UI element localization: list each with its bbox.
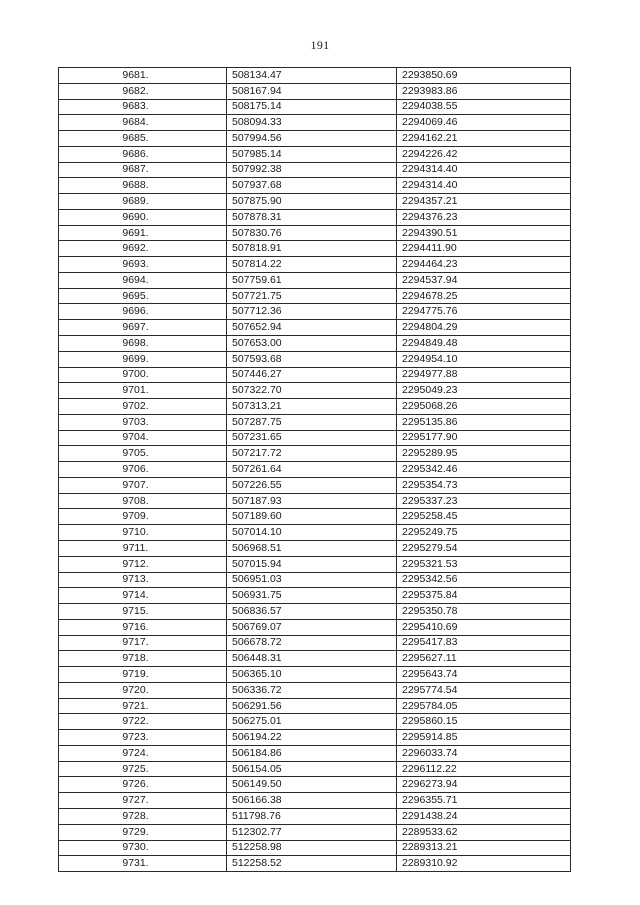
- x-coordinate-cell: 506194.22: [227, 730, 397, 746]
- y-coordinate-cell: 2294314.40: [397, 162, 571, 178]
- point-number-cell: 9713.: [59, 572, 227, 588]
- table-row: [59, 462, 571, 478]
- point-number-cell: 9714.: [59, 588, 227, 604]
- table-row: [59, 840, 571, 856]
- x-coordinate-cell: 507593.68: [227, 351, 397, 367]
- point-number-cell: 9719.: [59, 667, 227, 683]
- point-number-cell: 9700.: [59, 367, 227, 383]
- point-number-cell: 9722.: [59, 714, 227, 730]
- y-coordinate-cell: 2294038.55: [397, 99, 571, 115]
- table-row: [59, 304, 571, 320]
- x-coordinate-cell: 506184.86: [227, 745, 397, 761]
- point-number-cell: 9687.: [59, 162, 227, 178]
- table-row: [59, 399, 571, 415]
- point-number-cell: 9705.: [59, 446, 227, 462]
- table-row: [59, 572, 571, 588]
- point-number-cell: 9686.: [59, 146, 227, 162]
- point-number-cell: 9685.: [59, 131, 227, 147]
- y-coordinate-cell: 2294069.46: [397, 115, 571, 131]
- y-coordinate-cell: 2296273.94: [397, 777, 571, 793]
- table-row: [59, 635, 571, 651]
- point-number-cell: 9688.: [59, 178, 227, 194]
- table-row: [59, 351, 571, 367]
- x-coordinate-cell: 507875.90: [227, 194, 397, 210]
- y-coordinate-cell: 2296355.71: [397, 793, 571, 809]
- x-coordinate-cell: 507818.91: [227, 241, 397, 257]
- point-number-cell: 9712.: [59, 556, 227, 572]
- table-row: [59, 131, 571, 147]
- point-number-cell: 9692.: [59, 241, 227, 257]
- point-number-cell: 9728.: [59, 808, 227, 824]
- y-coordinate-cell: 2294775.76: [397, 304, 571, 320]
- y-coordinate-cell: 2294804.29: [397, 320, 571, 336]
- point-number-cell: 9684.: [59, 115, 227, 131]
- table-row: [59, 604, 571, 620]
- y-coordinate-cell: 2294390.51: [397, 225, 571, 241]
- x-coordinate-cell: 512302.77: [227, 824, 397, 840]
- point-number-cell: 9729.: [59, 824, 227, 840]
- point-number-cell: 9715.: [59, 604, 227, 620]
- point-number-cell: 9730.: [59, 840, 227, 856]
- x-coordinate-cell: 506149.50: [227, 777, 397, 793]
- table-row: [59, 540, 571, 556]
- y-coordinate-cell: 2294537.94: [397, 272, 571, 288]
- point-number-cell: 9682.: [59, 83, 227, 99]
- point-number-cell: 9725.: [59, 761, 227, 777]
- x-coordinate-cell: 507992.38: [227, 162, 397, 178]
- x-coordinate-cell: 512258.52: [227, 856, 397, 872]
- y-coordinate-cell: 2295350.78: [397, 604, 571, 620]
- point-number-cell: 9731.: [59, 856, 227, 872]
- y-coordinate-cell: 2295784.05: [397, 698, 571, 714]
- table-row: [59, 588, 571, 604]
- table-row: [59, 83, 571, 99]
- table-row: [59, 272, 571, 288]
- y-coordinate-cell: 2295410.69: [397, 619, 571, 635]
- table-row: [59, 146, 571, 162]
- y-coordinate-cell: 2295375.84: [397, 588, 571, 604]
- x-coordinate-cell: 507261.64: [227, 462, 397, 478]
- point-number-cell: 9718.: [59, 651, 227, 667]
- x-coordinate-cell: 507712.36: [227, 304, 397, 320]
- x-coordinate-cell: 506154.05: [227, 761, 397, 777]
- table-row: [59, 525, 571, 541]
- y-coordinate-cell: 2294411.90: [397, 241, 571, 257]
- x-coordinate-cell: 507189.60: [227, 509, 397, 525]
- point-number-cell: 9716.: [59, 619, 227, 635]
- point-number-cell: 9696.: [59, 304, 227, 320]
- table-row: [59, 714, 571, 730]
- x-coordinate-cell: 507721.75: [227, 288, 397, 304]
- y-coordinate-cell: 2295135.86: [397, 414, 571, 430]
- table-row: [59, 257, 571, 273]
- table-row: [59, 115, 571, 131]
- x-coordinate-cell: 506836.57: [227, 604, 397, 620]
- table-row: [59, 698, 571, 714]
- y-coordinate-cell: 2295258.45: [397, 509, 571, 525]
- x-coordinate-cell: 507985.14: [227, 146, 397, 162]
- x-coordinate-cell: 507287.75: [227, 414, 397, 430]
- y-coordinate-cell: 2295321.53: [397, 556, 571, 572]
- table-row: [59, 194, 571, 210]
- point-number-cell: 9720.: [59, 682, 227, 698]
- point-number-cell: 9697.: [59, 320, 227, 336]
- y-coordinate-cell: 2295914.85: [397, 730, 571, 746]
- y-coordinate-cell: 2295289.95: [397, 446, 571, 462]
- y-coordinate-cell: 2295774.54: [397, 682, 571, 698]
- page-number: 191: [310, 38, 330, 52]
- y-coordinate-cell: 2289313.21: [397, 840, 571, 856]
- table-row: [59, 241, 571, 257]
- table-row: [59, 288, 571, 304]
- y-coordinate-cell: 2295342.56: [397, 572, 571, 588]
- table-row: [59, 761, 571, 777]
- y-coordinate-cell: 2294977.88: [397, 367, 571, 383]
- x-coordinate-cell: 507878.31: [227, 209, 397, 225]
- x-coordinate-cell: 506275.01: [227, 714, 397, 730]
- table-row: [59, 430, 571, 446]
- table-row: [59, 178, 571, 194]
- y-coordinate-cell: 2296033.74: [397, 745, 571, 761]
- x-coordinate-cell: 506931.75: [227, 588, 397, 604]
- point-number-cell: 9726.: [59, 777, 227, 793]
- table-row: [59, 383, 571, 399]
- table-row: [59, 336, 571, 352]
- x-coordinate-cell: 506336.72: [227, 682, 397, 698]
- table-row: [59, 99, 571, 115]
- y-coordinate-cell: 2294226.42: [397, 146, 571, 162]
- point-number-cell: 9702.: [59, 399, 227, 415]
- y-coordinate-cell: 2296112.22: [397, 761, 571, 777]
- coordinates-table: [58, 67, 571, 872]
- table-row: [59, 320, 571, 336]
- x-coordinate-cell: 506365.10: [227, 667, 397, 683]
- point-number-cell: 9707.: [59, 477, 227, 493]
- table-row: [59, 619, 571, 635]
- y-coordinate-cell: 2295177.90: [397, 430, 571, 446]
- point-number-cell: 9724.: [59, 745, 227, 761]
- table-row: [59, 493, 571, 509]
- x-coordinate-cell: 507830.76: [227, 225, 397, 241]
- x-coordinate-cell: 507937.68: [227, 178, 397, 194]
- point-number-cell: 9691.: [59, 225, 227, 241]
- y-coordinate-cell: 2295049.23: [397, 383, 571, 399]
- y-coordinate-cell: 2295337.23: [397, 493, 571, 509]
- x-coordinate-cell: 508134.47: [227, 68, 397, 84]
- table-row: [59, 745, 571, 761]
- point-number-cell: 9701.: [59, 383, 227, 399]
- table-row: [59, 414, 571, 430]
- point-number-cell: 9727.: [59, 793, 227, 809]
- table-row: [59, 651, 571, 667]
- x-coordinate-cell: 507814.22: [227, 257, 397, 273]
- point-number-cell: 9681.: [59, 68, 227, 84]
- y-coordinate-cell: 2294954.10: [397, 351, 571, 367]
- x-coordinate-cell: 506769.07: [227, 619, 397, 635]
- y-coordinate-cell: 2295860.15: [397, 714, 571, 730]
- point-number-cell: 9708.: [59, 493, 227, 509]
- table-row: [59, 209, 571, 225]
- x-coordinate-cell: 512258.98: [227, 840, 397, 856]
- x-coordinate-cell: 507015.94: [227, 556, 397, 572]
- x-coordinate-cell: 508094.33: [227, 115, 397, 131]
- x-coordinate-cell: 507652.94: [227, 320, 397, 336]
- y-coordinate-cell: 2294162.21: [397, 131, 571, 147]
- x-coordinate-cell: 507322.70: [227, 383, 397, 399]
- x-coordinate-cell: 507226.55: [227, 477, 397, 493]
- y-coordinate-cell: 2289310.92: [397, 856, 571, 872]
- y-coordinate-cell: 2294357.21: [397, 194, 571, 210]
- point-number-cell: 9710.: [59, 525, 227, 541]
- y-coordinate-cell: 2291438.24: [397, 808, 571, 824]
- point-number-cell: 9693.: [59, 257, 227, 273]
- point-number-cell: 9721.: [59, 698, 227, 714]
- x-coordinate-cell: 507446.27: [227, 367, 397, 383]
- point-number-cell: 9709.: [59, 509, 227, 525]
- point-number-cell: 9706.: [59, 462, 227, 478]
- table-row: [59, 68, 571, 84]
- table-row: [59, 777, 571, 793]
- y-coordinate-cell: 2293983.86: [397, 83, 571, 99]
- x-coordinate-cell: 508167.94: [227, 83, 397, 99]
- y-coordinate-cell: 2295342.46: [397, 462, 571, 478]
- point-number-cell: 9711.: [59, 540, 227, 556]
- table-row: [59, 808, 571, 824]
- y-coordinate-cell: 2289533.62: [397, 824, 571, 840]
- point-number-cell: 9704.: [59, 430, 227, 446]
- table-row: [59, 446, 571, 462]
- table-row: [59, 162, 571, 178]
- table-row: [59, 667, 571, 683]
- y-coordinate-cell: 2295249.75: [397, 525, 571, 541]
- x-coordinate-cell: 507653.00: [227, 336, 397, 352]
- x-coordinate-cell: 506678.72: [227, 635, 397, 651]
- point-number-cell: 9694.: [59, 272, 227, 288]
- table-row: [59, 730, 571, 746]
- y-coordinate-cell: 2294678.25: [397, 288, 571, 304]
- point-number-cell: 9689.: [59, 194, 227, 210]
- table-row: [59, 477, 571, 493]
- x-coordinate-cell: 506951.03: [227, 572, 397, 588]
- y-coordinate-cell: 2294849.48: [397, 336, 571, 352]
- point-number-cell: 9698.: [59, 336, 227, 352]
- y-coordinate-cell: 2293850.69: [397, 68, 571, 84]
- y-coordinate-cell: 2295068.26: [397, 399, 571, 415]
- x-coordinate-cell: 507313.21: [227, 399, 397, 415]
- point-number-cell: 9703.: [59, 414, 227, 430]
- y-coordinate-cell: 2295279.54: [397, 540, 571, 556]
- x-coordinate-cell: 507187.93: [227, 493, 397, 509]
- x-coordinate-cell: 507217.72: [227, 446, 397, 462]
- y-coordinate-cell: 2295627.11: [397, 651, 571, 667]
- x-coordinate-cell: 511798.76: [227, 808, 397, 824]
- x-coordinate-cell: 507014.10: [227, 525, 397, 541]
- table-row: [59, 225, 571, 241]
- table-row: [59, 509, 571, 525]
- coordinates-table-body: [59, 68, 571, 872]
- x-coordinate-cell: 506291.56: [227, 698, 397, 714]
- x-coordinate-cell: 506968.51: [227, 540, 397, 556]
- table-row: [59, 367, 571, 383]
- y-coordinate-cell: 2295643.74: [397, 667, 571, 683]
- table-row: [59, 793, 571, 809]
- y-coordinate-cell: 2294464.23: [397, 257, 571, 273]
- point-number-cell: 9717.: [59, 635, 227, 651]
- point-number-cell: 9683.: [59, 99, 227, 115]
- y-coordinate-cell: 2295417.83: [397, 635, 571, 651]
- table-row: [59, 556, 571, 572]
- point-number-cell: 9690.: [59, 209, 227, 225]
- y-coordinate-cell: 2294314.40: [397, 178, 571, 194]
- x-coordinate-cell: 506448.31: [227, 651, 397, 667]
- point-number-cell: 9723.: [59, 730, 227, 746]
- table-row: [59, 856, 571, 872]
- y-coordinate-cell: 2295354.73: [397, 477, 571, 493]
- table-row: [59, 824, 571, 840]
- x-coordinate-cell: 507994.56: [227, 131, 397, 147]
- x-coordinate-cell: 507759.61: [227, 272, 397, 288]
- x-coordinate-cell: 506166.38: [227, 793, 397, 809]
- point-number-cell: 9695.: [59, 288, 227, 304]
- x-coordinate-cell: 507231.65: [227, 430, 397, 446]
- y-coordinate-cell: 2294376.23: [397, 209, 571, 225]
- table-row: [59, 682, 571, 698]
- point-number-cell: 9699.: [59, 351, 227, 367]
- x-coordinate-cell: 508175.14: [227, 99, 397, 115]
